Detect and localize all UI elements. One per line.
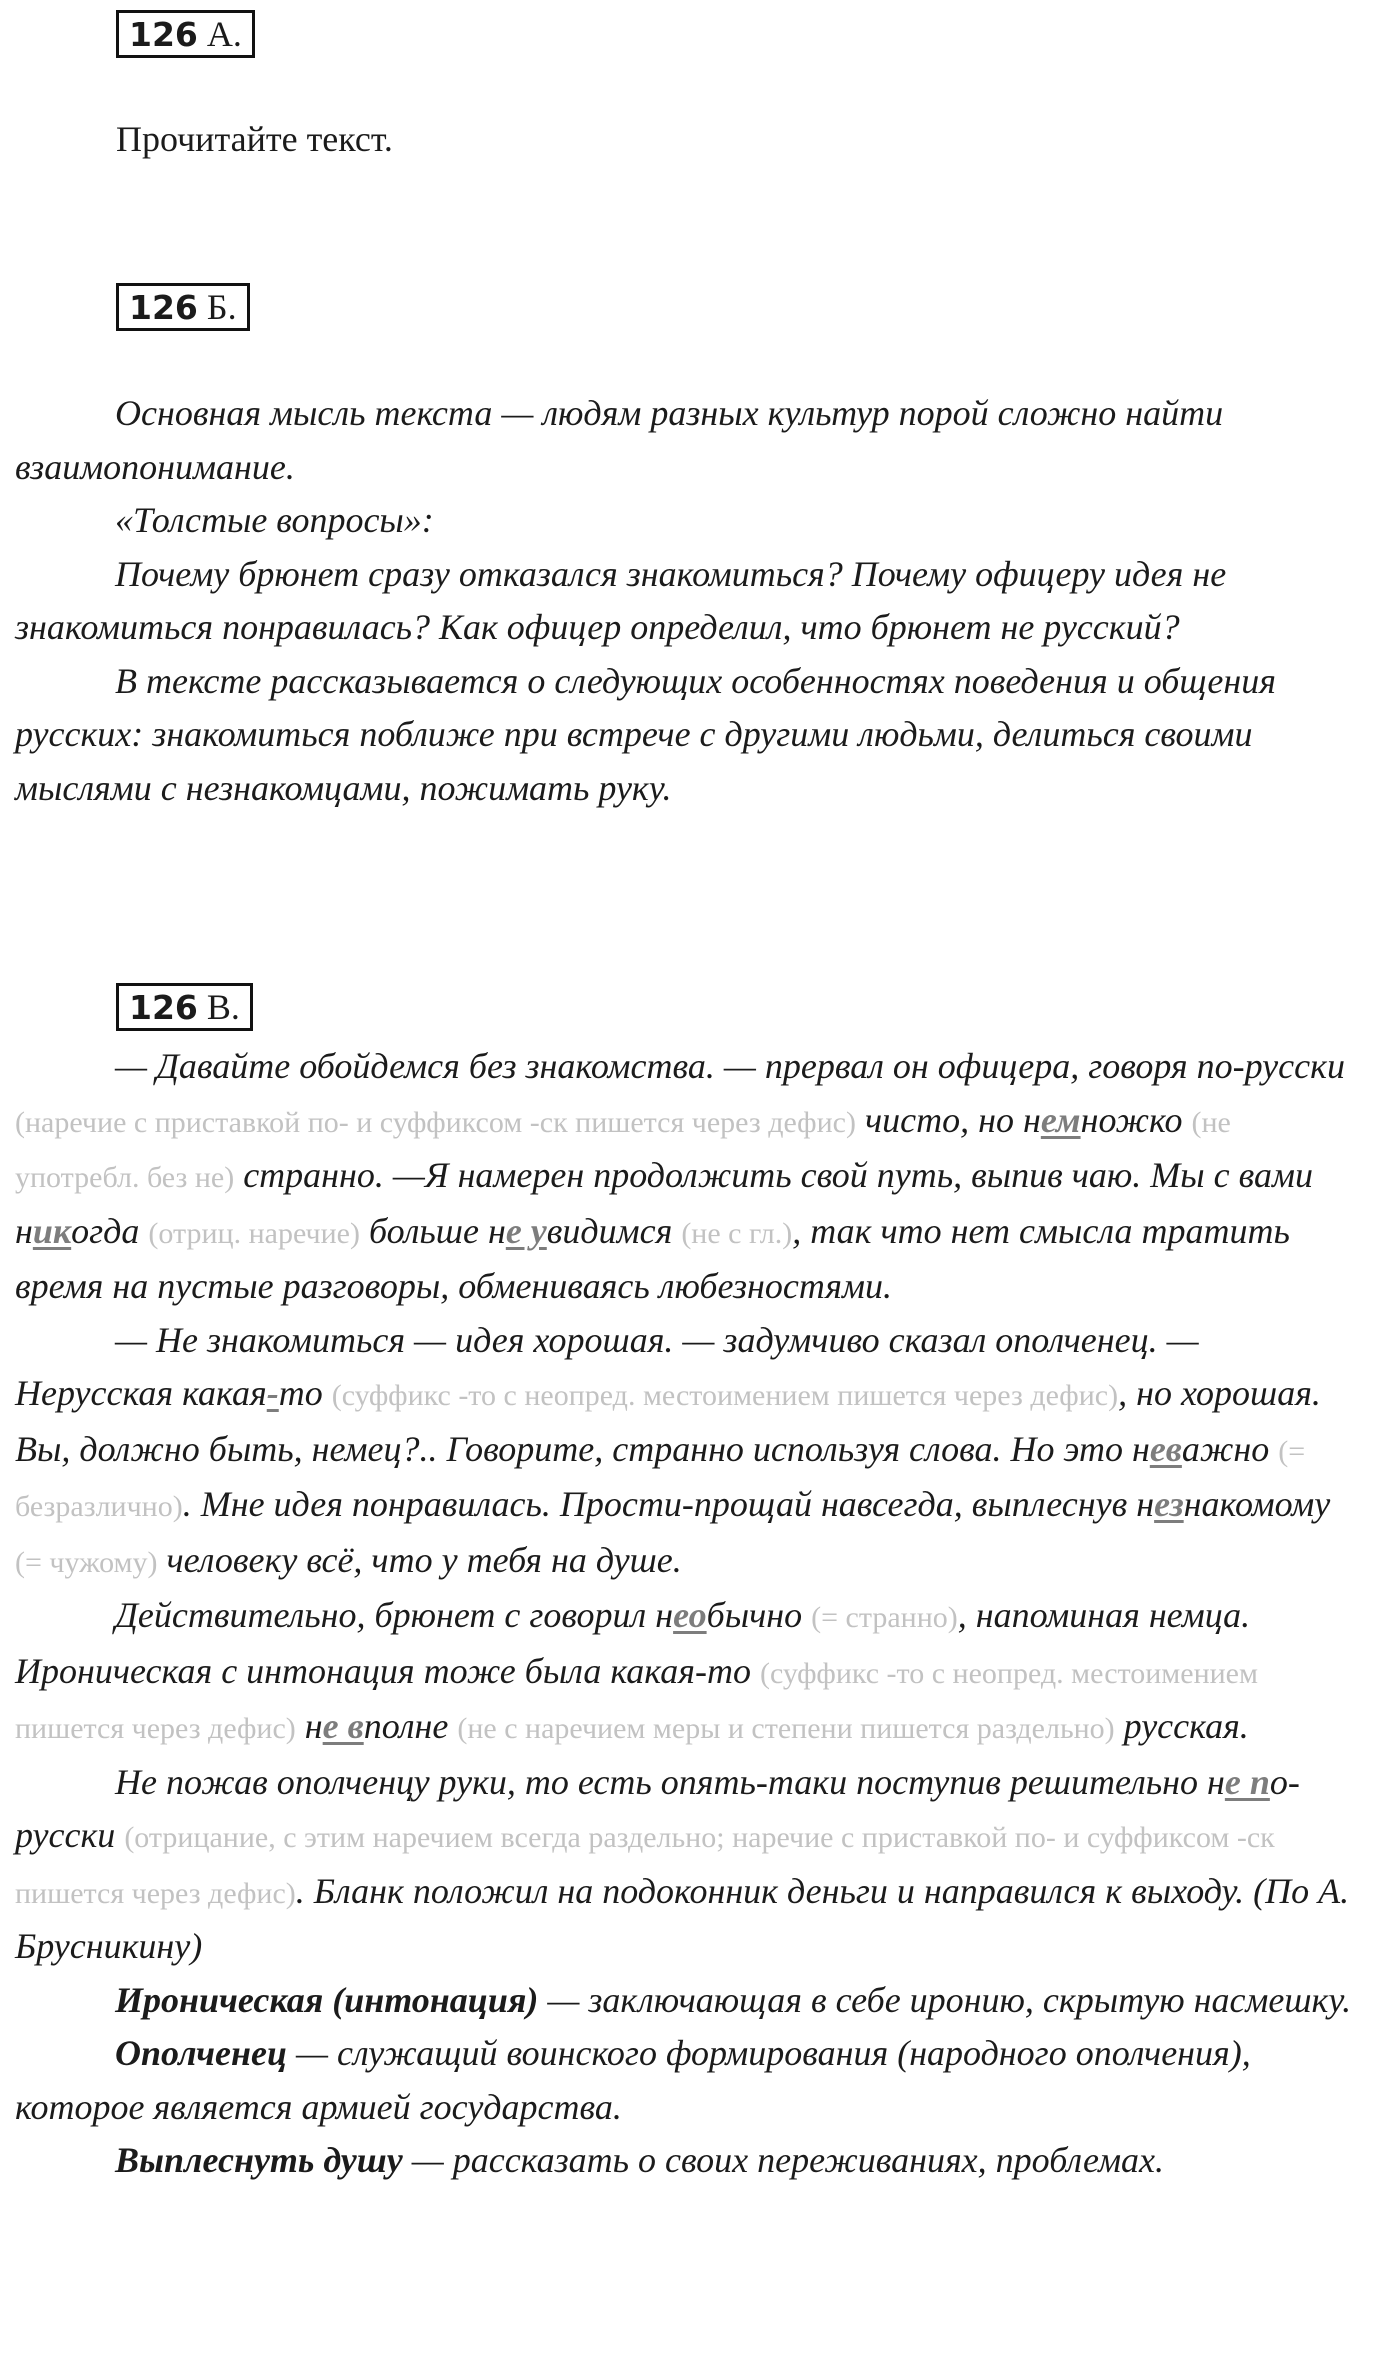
section-b-text [15,387,1355,815]
paragraph: Почему брюнет сразу отказался знакомиться? Почему офицеру идея не знакомиться понравилась? Как офицер определил, что брюнет не русский? [15,553,1227,647]
task-number: 126 [129,288,198,327]
section-c-text [15,1040,1355,2188]
grammar-comment: (отрицание, с этим наречием всегда раздельно; наречие с приставкой по- и суффиксом -ск пишется через дефис) [15,1821,1275,1910]
highlighted-letters: - [266,1373,279,1413]
grammar-comment: (не с наречием меры и степени пишется раздельно) [457,1712,1115,1745]
definition-term: Ироническая (интонация) [115,1979,539,2020]
definition [15,2134,1355,2188]
task-label-c [116,983,253,1031]
grammar-comment: (= странно) [811,1601,958,1634]
definition [15,1974,1355,2028]
grammar-comment: (отриц. наречие) [148,1216,360,1250]
grammar-comment: (= безразлично) [15,1434,1306,1523]
paragraph: — Не знакомиться — идея хорошая. — задумчиво сказал ополченец. — Нерусская какая-то (суффикс -то с неопред. местоимением пишется через дефис), но хорошая. Вы, должно быть, немец?.. Говорите, странно используя слова. Но это неважно (= безразлично). Мне идея понравилась. Прости-прощай навсегда, выплеснув незнакомому (= чужому) человеку всё, что у тебя на душе. [15,1319,1331,1580]
definition-text: — служащий воинского формирования (народного ополчения), которое является армией государства. [15,2033,1251,2127]
task-number: 126 [129,988,198,1027]
task-number: 126 [129,15,198,54]
grammar-comment: (наречие с приставкой по- и суффиксом -ск пишется через дефис) [15,1105,856,1139]
highlighted-letters: ем [1040,1099,1081,1140]
paragraph: Действительно, брюнет с говорил необычно (= странно), напоминая немца. Ироническая с интонация тоже была какая-то (суффикс -то с неопред. местоимением пишется через дефис) не вполне (не с наречием меры и степени пишется раздельно) русская. [15,1595,1258,1746]
highlighted-letters: ез [1154,1484,1184,1524]
task-letter: Б. [206,287,237,327]
task-letter: В. [206,987,240,1027]
definition-text: — рассказать о своих переживаниях, проблемах. [402,2140,1165,2180]
paragraph: — Давайте обойдемся без знакомства. — прервал он офицера, говоря по-русски (наречие с приставкой по- и суффиксом -ск пишется через дефис) чисто, но немножко (не употребл. без не) странно. —Я намерен продолжить свой путь, выпив чаю. Мы с вами никогда (отриц. наречие) больше не увидимся (не с гл.), так что нет смысла тратить время на пустые разговоры, обмениваясь любезностями. [15,1046,1345,1306]
highlighted-letters: е у [505,1210,547,1251]
paragraph: В тексте рассказывается о следующих особенностях поведения и общения русских: знакомиться поближе при встрече с другими людьми, делиться своими мыслями с незнакомцами, пожимать руку. [15,660,1276,808]
highlighted-letters: е п [1224,1761,1270,1802]
highlighted-letters: е в [322,1706,364,1746]
grammar-comment: (не употребл. без не) [15,1105,1231,1194]
task-a-instruction: Прочитайте текст. [116,119,393,159]
grammar-comment: (суффикс -то с неопред. местоимением пишется через дефис) [15,1656,1258,1745]
definition [15,2027,1355,2134]
paragraph: Не пожав ополченцу руки, то есть опять-таки поступив решительно не по-русски (отрицание, с этим наречием всегда раздельно; наречие с приставкой по- и суффиксом -ск пишется через дефис). Бланк положил на подоконник деньги и направился к выходу. (По А. Брусникину) [15,1761,1350,1966]
task-label-a [116,10,255,58]
paragraph: «Толстые вопросы»: [115,500,434,540]
grammar-comment: (= чужому) [15,1545,158,1579]
paragraph: Основная мысль текста — людям разных культур порой сложно найти взаимопонимание. [15,393,1224,487]
highlighted-letters: ео [673,1595,707,1635]
highlighted-letters: ик [32,1210,72,1251]
task-letter: А. [206,14,242,54]
grammar-comment: (суффикс -то с неопред. местоимением пишется через дефис) [331,1379,1119,1412]
grammar-comment: (не с гл.) [681,1216,793,1250]
highlighted-letters: ев [1149,1428,1182,1469]
definition-term: Выплеснуть душу [115,2140,403,2180]
definition-text: — заключающая в себе иронию, скрытую насмешку. [538,1979,1352,2020]
task-label-b [116,283,250,331]
definition-term: Ополченец [115,2033,287,2073]
